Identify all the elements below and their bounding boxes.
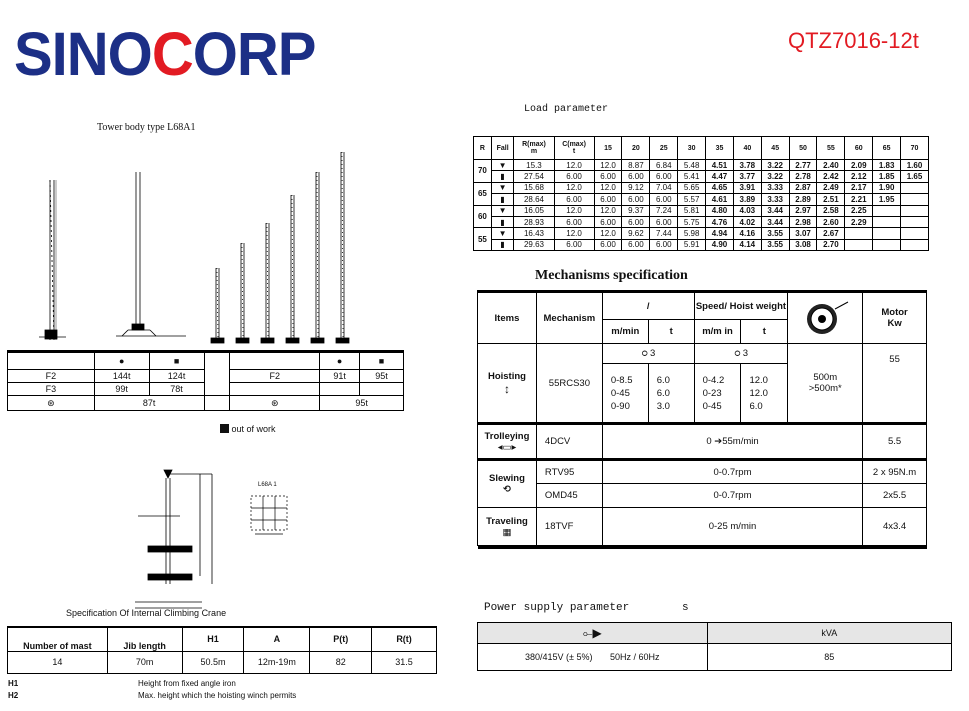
load-row: 65 ▼ 15.68 12.0 12.0 9.12 7.04 5.65 4.65 3.91 3.33 2.87 2.49 2.17 1.90 (474, 182, 929, 193)
note-h1-text: Height from fixed angle iron (138, 679, 236, 688)
load-row: ▮ 28.93 6.00 6.00 6.00 6.00 5.75 4.76 4.02 3.44 2.98 2.60 2.29 (474, 216, 929, 227)
load-parameter-title: Load parameter (524, 104, 609, 115)
out-of-work-legend: out of work (220, 424, 276, 434)
climbing-caption: Specification Of Internal Climbing Crane (66, 608, 227, 618)
traveling-label: Traveling ▦ (478, 508, 537, 546)
note-h1-key: H1 (8, 679, 19, 688)
note-h2-key: H2 (8, 691, 19, 700)
fall-icon: ▮ (491, 194, 514, 205)
load-row: ▮ 29.63 6.00 6.00 6.00 6.00 5.91 4.90 4.14 3.55 3.08 2.70 (474, 239, 929, 250)
fall-icon: ▼ (491, 160, 514, 171)
fall-icon: ▼ (491, 228, 514, 239)
moment-icon: ⊛ (8, 396, 95, 411)
mechanisms-table: Items Mechanism / Speed/ Hoist weight Motor Kw m/min t m/m in t Hoisting ↕ 55RCS30 ഠ 3 ഠ 3 500m >500m* 55 0-8.5 0-45 0-90 6.0 6.0 3.0 0-4.2 0-23 0-45 12.0 12.0 6.0 Trolleying ◂▭▸ 4DCV 0 ➔55m/min 5.5 Slewing ⟲ RTV95 0-0.7rpm 2 x 95N.m OMD45 0-0.7rpm 2x5.5 Traveling ▦ 18TVF 0-25 m/min 4x3.4 (477, 290, 927, 549)
sinocorp-logo: SINOCORP (14, 20, 316, 89)
fall-b-icon: ഠ 3 (694, 344, 788, 364)
fall-icon: ▼ (491, 205, 514, 216)
load-row: 60 ▼ 16.05 12.0 12.0 9.37 7.24 5.81 4.80 4.03 3.44 2.97 2.58 2.25 (474, 205, 929, 216)
tower-configurations-drawing (36, 140, 386, 345)
internal-climbing-drawing (120, 466, 310, 616)
tower-body-title: Tower body type L68A1 (97, 122, 196, 133)
foundation-loads-table: ● ■ ● ■ F2 144t 124t F2 91t 95t F3 99t 78t ⊛ 87t ⊛ 95t (7, 350, 404, 411)
col-fall: Fall (491, 137, 514, 160)
plug-icon: ⟜▶ (478, 623, 708, 644)
fall-icon: ▮ (491, 239, 514, 250)
moment-icon-right: ⊛ (230, 396, 320, 411)
load-parameter-table: R Fall R(max) m C(max) t 15 20 25 30 35 40 45 50 55 60 65 70 70 ▼ 15.3 12.0 12.0 8.87 6.84 5.48 4.51 3.78 3.22 2.77 2.40 2.09 1.83 1.60 ▮ 27.54 6.00 6.00 6.00 6.00 5.41 4.47 3.77 3.22 2.78 2.42 2.12 1.85 1.65 65 ▼ 15.68 12.0 12.0 9.12 7.04 5.65 4.65 3.91 3.33 2.87 2.49 2.17 1.90 ▮ 28.64 6.00 6.00 6.00 6.00 5.57 4.61 3.89 3.33 2.89 2.51 2.21 1.95 60 ▼ 16.05 12.0 12.0 9.37 7.24 5.81 4.80 4.03 3.44 2.97 2.58 2.25 ▮ 28.93 6.00 6.00 6.00 6.00 5.75 4.76 4.02 3.44 2.98 2.60 2.29 55 ▼ 16.43 12.0 12.0 9.62 7.44 5.98 4.94 4.16 3.55 3.07 2.67 ▮ 29.63 6.00 6.00 6.00 6.00 5.91 4.90 4.14 3.55 3.08 2.70 (473, 136, 929, 251)
load-row: 70 ▼ 15.3 12.0 12.0 8.87 6.84 5.48 4.51 3.78 3.22 2.77 2.40 2.09 1.83 1.60 (474, 160, 929, 171)
slewing-label: Slewing ⟲ (478, 460, 537, 508)
load-row: ▮ 27.54 6.00 6.00 6.00 6.00 5.41 4.47 3.77 3.22 2.78 2.42 2.12 1.85 1.65 (474, 171, 929, 182)
load-row: ▮ 28.64 6.00 6.00 6.00 6.00 5.57 4.61 3.89 3.33 2.89 2.51 2.21 1.95 (474, 194, 929, 205)
load-row: 55 ▼ 16.43 12.0 12.0 9.62 7.44 5.98 4.94 4.16 3.55 3.07 2.67 (474, 228, 929, 239)
power-supply-table: ⟜▶ kVA 380/415V (± 5%) 50Hz / 60Hz 85 (477, 622, 952, 671)
fall-icon: ▼ (491, 182, 514, 193)
col-r: R (474, 137, 492, 160)
trolleying-label: Trolleying ◂▭▸ (478, 424, 537, 460)
climbing-grid-drawing (243, 490, 303, 538)
fall-a-icon: ഠ 3 (602, 344, 694, 364)
note-h2-text: Max. height which the hoisting winch permits (138, 691, 297, 700)
power-title: Power supply parameter s (484, 602, 689, 614)
fall-icon: ▮ (491, 171, 514, 182)
climbing-spec-table: Number of mast Jib length H1 A P(t) R(t) 14 70m 50.5m 12m-19m 82 31.5 (7, 626, 437, 674)
col-cmax: C(max) t (554, 137, 594, 160)
model-title: QTZ7016-12t (788, 28, 919, 53)
mechanisms-title: Mechanisms specification (535, 268, 688, 283)
col-rmax: R(max) m (514, 137, 554, 160)
rope-drum-icon (788, 292, 863, 344)
fall-icon: ▮ (491, 216, 514, 227)
climbing-grid-label: L68A 1 (258, 482, 277, 488)
hoisting-label: Hoisting ↕ (478, 344, 537, 424)
